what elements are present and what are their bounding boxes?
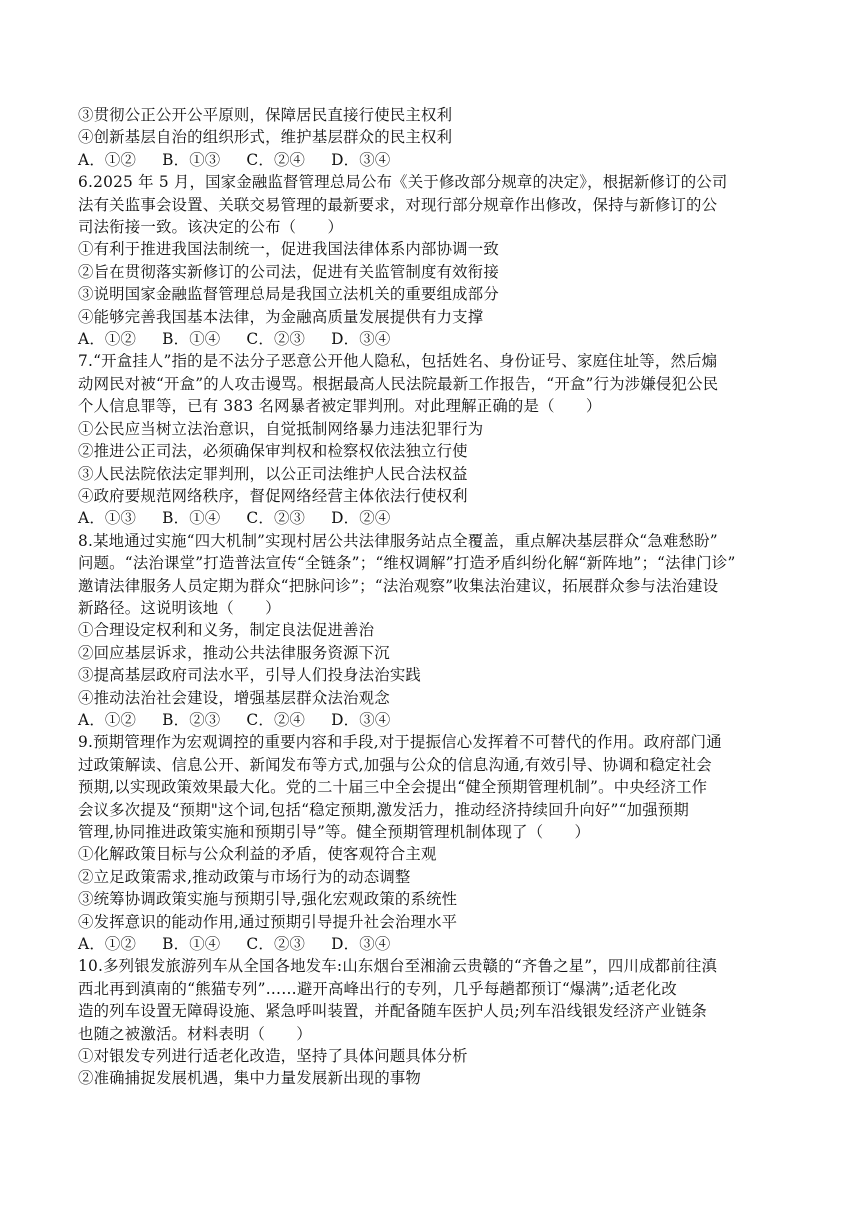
q5-answer-d: D．③④	[331, 150, 391, 169]
q9-option-4: ④发挥意识的能动作用,通过预期引导提升社会治理水平	[78, 912, 458, 931]
q8-option-4: ④推动法治社会建设，增强基层群众法治观念	[78, 688, 390, 707]
q6-stem-line-1: 6.2025 年 5 月，国家金融监督管理总局公布《关于修改部分规章的决定》，根据新修订的公司	[78, 173, 728, 192]
q6-answer-d: D．③④	[331, 330, 391, 349]
q9-stem-line-3: 预期,以实现政策效果最大化。党的二十届三中全会提出“健全预期管理机制”。中央经济工作	[78, 778, 708, 797]
question-7	[78, 350, 790, 529]
question-10	[78, 955, 790, 1089]
q5-option-3: ③贯彻公正公开公平原则，保障居民直接行使民主权利	[78, 106, 453, 124]
q7-option-3: ③人民法院依法定罪判刑，以公正司法维护人民合法权益	[78, 464, 468, 483]
q6-answer-c: C．②③	[246, 330, 306, 349]
question-5	[78, 104, 790, 171]
q7-option-1: ①公民应当树立法治意识，自觉抵制网络暴力违法犯罪行为	[78, 419, 484, 438]
q6-option-1: ①有利于推进我国法制统一，促进我国法律体系内部协调一致	[78, 240, 499, 259]
q6-stem-line-2: 法有关监事会设置、关联交易管理的最新要求，对现行部分规章作出修改，保持与新修订的公	[78, 195, 718, 214]
q9-answer-a: A．①②	[78, 935, 137, 954]
exam-page	[78, 104, 790, 1090]
q6-answer-b: B．①④	[162, 330, 221, 349]
q8-stem-line-2: 问题。“法治课堂”打造普法宣传“全链条”；“维权调解”打造矛盾纠纷化解“新阵地”；“法律门诊”	[78, 554, 736, 573]
q9-answer-b: B．①④	[162, 935, 221, 954]
q6-option-2: ②旨在贯彻落实新修订的公司法，促进有关监管制度有效衔接	[78, 262, 499, 281]
q8-option-2: ②回应基层诉求，推动公共法律服务资源下沉	[78, 643, 390, 662]
q10-stem-line-3: 造的列车设置无障碍设施、紧急呼叫装置，并配备随车医护人员;列车沿线银发经济产业链条	[78, 1002, 708, 1021]
q8-stem-line-1: 8.某地通过实施“四大机制”实现村居公共法律服务站点全覆盖，重点解决基层群众“急难愁盼”	[78, 531, 718, 550]
q10-option-2: ②准确捕捉发展机遇，集中力量发展新出现的事物	[78, 1069, 421, 1088]
q6-option-3: ③说明国家金融监督管理总局是我国立法机关的重要组成部分	[78, 285, 499, 304]
q9-stem-line-5: 管理,协同推进政策实施和预期引导”等。健全预期管理机制体现了（ ）	[78, 823, 591, 841]
q6-stem-line-3: 司法衔接一致。该决定的公布（ ）	[78, 218, 344, 237]
q10-stem-line-2: 西北再到滇南的“熊猫专列”……避开高峰出行的专列，几乎每趟都预订“爆满”;适老化改	[78, 979, 677, 998]
q10-stem-line-1: 10.多列银发旅游列车从全国各地发车:山东烟台至湘渝云贵赣的“齐鲁之星”，四川成都前往滇	[78, 957, 718, 976]
q9-stem-line-4: 会议多次提及“预期"这个词,包括“稳定预期,激发活力，推动经济持续回升向好”“加强预期	[78, 800, 689, 819]
q5-answer-a: A．①②	[78, 150, 137, 169]
q7-answer-d: D．②④	[331, 509, 391, 528]
q7-stem-line-3: 个人信息罪等，已有 383 名网暴者被定罪判刑。对此理解正确的是（ ）	[78, 397, 602, 416]
q6-answer-a: A．①②	[78, 330, 137, 349]
q8-option-1: ①合理设定权利和义务，制定良法促进善治	[78, 621, 375, 640]
q6-option-4: ④能够完善我国基本法律，为金融高质量发展提供有力支撑	[78, 307, 484, 326]
q7-answer-c: C．②③	[246, 509, 306, 528]
q8-stem-line-3: 邀请法律服务人员定期为群众“把脉问诊”；“法治观察”收集法治建议，拓展群众参与法治建设	[78, 576, 719, 595]
q9-answer-c: C．②③	[246, 935, 306, 954]
question-6	[78, 171, 790, 350]
q5-option-4: ④创新基层自治的组织形式，维护基层群众的民主权利	[78, 128, 453, 147]
q7-stem-line-1: 7.“开盒挂人”指的是不法分子恶意公开他人隐私，包括姓名、身份证号、家庭住址等，然后煽	[78, 352, 718, 371]
q8-answer-a: A．①②	[78, 710, 137, 729]
q9-option-1: ①化解政策目标与公众利益的矛盾，使客观符合主观	[78, 845, 437, 864]
q7-answer-b: B．①④	[162, 509, 221, 528]
q7-stem-line-2: 动网民对被“开盒”的人攻击谩骂。根据最高人民法院最新工作报告，“开盒”行为涉嫌侵犯公民	[78, 374, 719, 393]
q9-stem-line-2: 过政策解读、信息公开、新闻发布等方式,加强与公众的信息沟通,有效引导、协调和稳定社会	[78, 755, 712, 774]
q8-answer-b: B．②③	[162, 710, 221, 729]
q8-stem-line-4: 新路径。这说明该地（ ）	[78, 598, 281, 617]
q8-answer-d: D．③④	[331, 710, 391, 729]
q8-option-3: ③提高基层政府司法水平，引导人们投身法治实践	[78, 666, 421, 685]
q10-stem-line-4: 也随之被激活。材料表明（ ）	[78, 1024, 312, 1043]
question-9	[78, 731, 790, 955]
question-8	[78, 530, 790, 732]
q8-answer-choices	[78, 709, 790, 731]
q9-answer-d: D．③④	[331, 935, 391, 954]
q5-answer-b: B．①③	[162, 150, 221, 169]
q7-option-4: ④政府要规范网络秩序，督促网络经营主体依法行使权利	[78, 486, 468, 505]
q7-answer-a: A．①③	[78, 509, 137, 528]
q9-option-3: ③统筹协调政策实施与预期引导,强化宏观政策的系统性	[78, 890, 458, 909]
q6-answer-choices	[78, 328, 790, 350]
q5-answer-c: C．②④	[246, 150, 306, 169]
q9-answer-choices	[78, 933, 790, 955]
q9-option-2: ②立足政策需求,推动政策与市场行为的动态调整	[78, 867, 411, 886]
q9-stem-line-1: 9.预期管理作为宏观调控的重要内容和手段,对于提振信心发挥着不可替代的作用。政府部门通	[78, 733, 722, 752]
q5-answer-choices	[78, 149, 790, 171]
q8-answer-c: C．②④	[246, 710, 306, 729]
q7-answer-choices	[78, 507, 790, 529]
q7-option-2: ②推进公正司法，必须确保审判权和检察权依法独立行使	[78, 442, 468, 461]
q10-option-1: ①对银发专列进行适老化改造，坚持了具体问题具体分析	[78, 1047, 468, 1066]
